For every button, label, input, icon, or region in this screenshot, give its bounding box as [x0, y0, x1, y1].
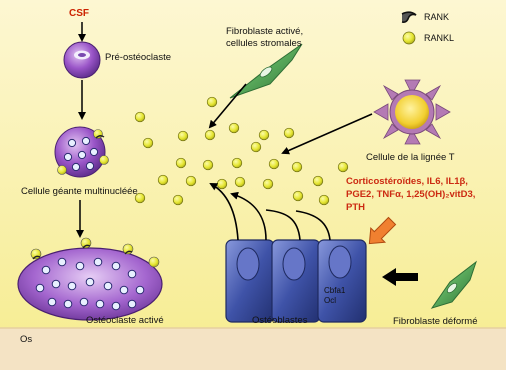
stromal-cells-label: cellules stromales [226, 38, 302, 49]
fibroblast-deformed-label: Fibroblaste déformé [393, 316, 478, 327]
cbfa1-label: Cbfa1 [324, 286, 346, 295]
bone-label: Os [20, 334, 33, 345]
giant-cell-label: Cellule géante multinucléée [21, 186, 138, 197]
t-cell-label: Cellule de la lignée T [366, 152, 455, 163]
legend-rank-label: RANK [424, 12, 450, 22]
csf-label: CSF [69, 8, 89, 19]
legend-rankl-label: RANKL [424, 33, 455, 43]
preosteoclast-label: Pré-ostéoclaste [105, 52, 172, 63]
preosteoclast-cell [64, 42, 100, 78]
osteoclast-active-label: Ostéoclaste activé [86, 315, 164, 326]
osteoblasts [226, 240, 366, 322]
factors-line-2: PGE2, TNFα, 1,25(OH)₂vitD3, [346, 189, 476, 200]
fibroblast-active-label: Fibroblaste activé, [226, 26, 304, 37]
bone-layer [0, 328, 506, 370]
ocl-label: Ocl [324, 296, 336, 305]
osteoblasts-label: Ostéoblastes [252, 315, 308, 326]
factors-line-3: PTH [346, 202, 365, 213]
factors-line-1: Corticostéroïdes, IL6, IL1β, [346, 176, 468, 187]
